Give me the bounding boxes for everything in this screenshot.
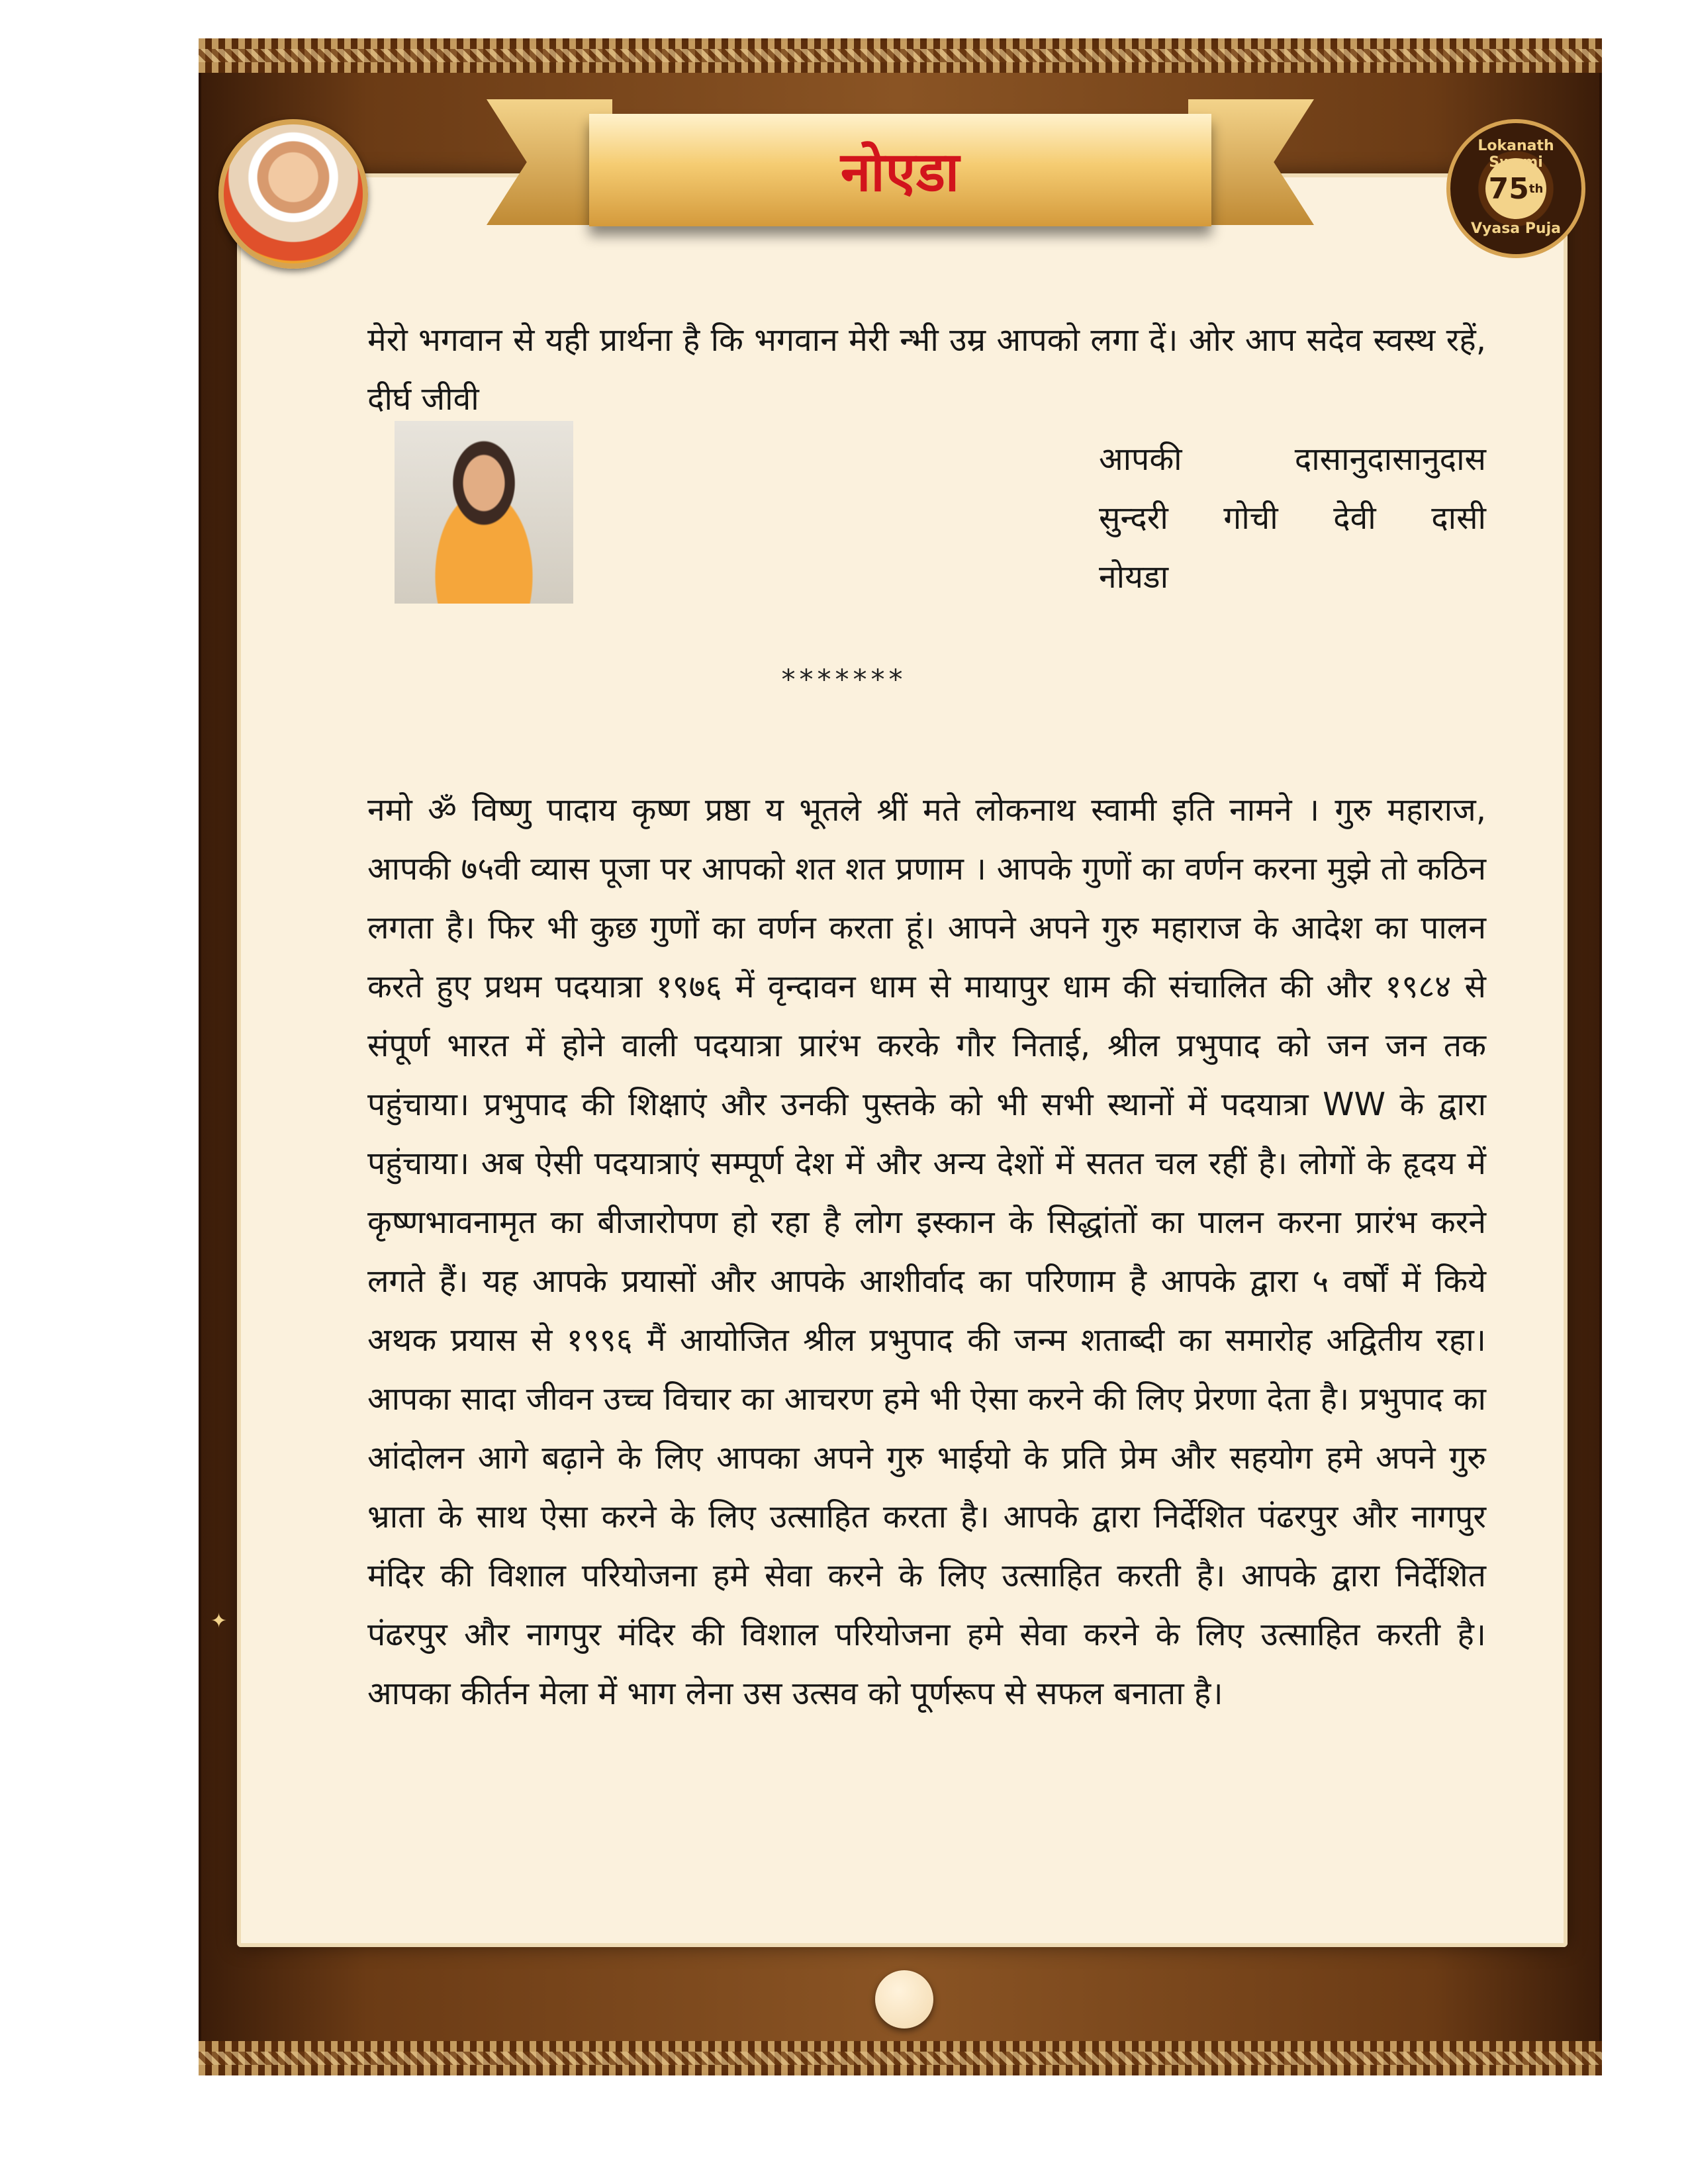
page-title: नोएडा: [840, 141, 961, 204]
section-separator: *******: [781, 663, 907, 696]
intro-paragraph: मेरो भगवान से यही प्रार्थना है कि भगवान मेरी न्भी उम्र आपको लगा दें। ओर आप सदेव स्वस्थ रहें, दीर्घ जीवी: [367, 322, 1486, 418]
title-ribbon: [589, 114, 1211, 226]
sparkle-icon: ✦: [211, 1610, 228, 1633]
signature-word: गोची: [1223, 500, 1278, 537]
author-portrait-image: [395, 421, 573, 604]
signature-line-2: [1099, 489, 1486, 548]
signature-word: दासी: [1431, 500, 1486, 537]
frame-knob-ornament: [875, 1970, 933, 2028]
vyasa-puja-75-badge: [1446, 119, 1585, 258]
signature-word: दासानुदासानुदास: [1294, 441, 1486, 478]
main-paragraph: नमो ॐ विष्णु पादाय कृष्ण प्रष्ठा य भूतले श्रीं मते लोकनाथ स्वामी इति नामने । गुरु महाराज, आपकी ७५वी व्यास पूजा पर आपको शत शत प्रणाम । आपके गुणों का वर्णन करना मुझे तो कठिन लगता है। फिर भी कुछ गुणों का वर्णन करता हूं। आपने अपने गुरु महाराज के आदेश का पालन करते हुए प्रथम पदयात्रा १९७६ में वृन्दावन धाम से मायापुर धाम की संचालित की और १९८४ से संपूर्ण भारत में होने वाली पदयात्रा प्रारंभ करके गौर निताई, श्रील प्रभुपाद को जन जन तक पहुंचाया। प्रभुपाद की शिक्षाएं और उनकी पुस्तके को भी सभी स्थानों में पदयात्रा WW के द्वारा पहुंचाया। अब ऐसी पदयात्राएं सम्पूर्ण देश में और अन्य देशों में सतत चल रहीं है। लोगों के हृदय में कृष्णभावनामृत का बीजारोपण हो रहा है लोग इस्कान के सिद्धांतों का पालन करना प्रारंभ करने लगते हैं। यह आपके प्रयासों और आपके आशीर्वाद का परिणाम है आपके द्वारा ५ वर्षों में किये अथक प्रयास से १९९६ मैं आयोजित श्रील प्रभुपाद की जन्म शताब्दी का समारोह अद्वितीय रहा। आपका सादा जीवन उच्च विचार का आचरण हमे भी ऐसा करने की लिए प्रेरणा देता है। प्रभुपाद का आंदोलन आगे बढ़ाने के लिए आपका अपने गुरु भाईयो के प्रति प्रेम और सहयोग हमे अपने गुरु भ्राता के साथ ऐसा करने के लिए उत्साहित करता है। आपके द्वारा निर्देशित पंढरपुर और नागपुर मंदिर की विशाल परियोजना हमे सेवा करने के लिए उत्साहित करती है। आपके द्वारा निर्देशित पंढरपुर और नागपुर मंदिर की विशाल परियोजना हमे सेवा करने के लिए उत्साहित करती है। आपका कीर्तन मेला में भाग लेना उस उत्सव को पूर्णरूप से सफल बनाता है।: [367, 792, 1486, 1712]
badge-number-value: 75: [1488, 171, 1529, 206]
signature-line-3: नोयडा: [1099, 559, 1169, 596]
badge-number-suffix: th: [1528, 181, 1544, 196]
signature-block: [1099, 430, 1486, 607]
signature-word: आपकी: [1099, 441, 1182, 478]
frame-border-bottom: [199, 2041, 1602, 2075]
badge-bottom-text: Vyasa Puja: [1471, 220, 1561, 237]
signature-line-1: [1099, 430, 1486, 489]
signature-word: सुन्दरी: [1099, 500, 1168, 537]
signature-word: देवी: [1333, 500, 1376, 537]
guru-portrait-image: [218, 119, 368, 269]
frame-border-top: [199, 38, 1602, 73]
badge-top-text: Lokanath Swami: [1477, 138, 1554, 171]
